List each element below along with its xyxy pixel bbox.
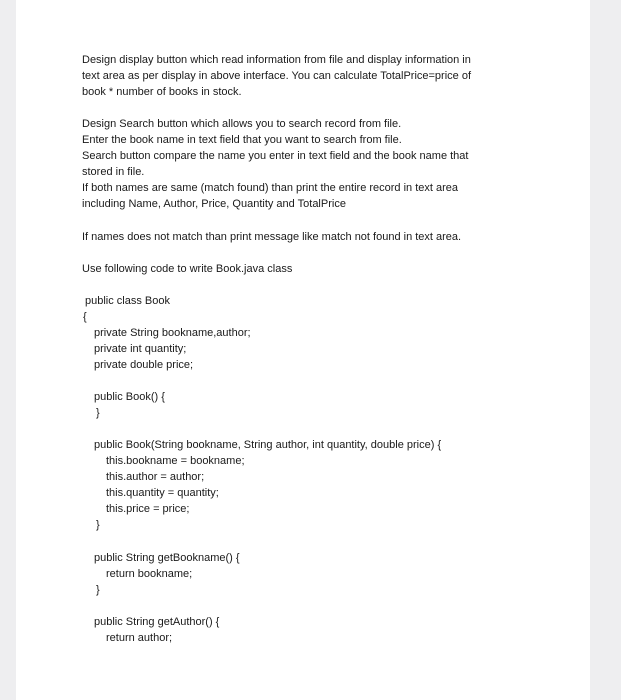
code-line: public class Book (85, 295, 170, 307)
text-line: text area as per display in above interface. You can calculate TotalPrice=price of (82, 70, 472, 82)
code-line: public String getBookname() { (94, 552, 240, 564)
code-line: public Book(String bookname, String author, int quantity, double price) { (94, 439, 442, 451)
text-line: book * number of books in stock. (82, 86, 242, 98)
code-line: return author; (106, 632, 173, 644)
document-page (16, 0, 590, 700)
code-line: this.bookname = bookname; (106, 455, 245, 467)
code-line: this.price = price; (106, 503, 190, 515)
text-line: Enter the book name in text field that you want to search from file. (82, 134, 402, 146)
display-button-instructions (82, 52, 522, 100)
text-line: Use following code to write Book.java class (82, 263, 293, 275)
code-line: private String bookname,author; (94, 327, 251, 339)
code-line: public Book() { (94, 391, 165, 403)
code-line: { (83, 311, 87, 323)
text-line: Design display button which read information from file and display information in (82, 54, 471, 66)
text-line: Design Search button which allows you to search record from file. (82, 118, 402, 130)
text-line: If names does not match than print message like match not found in text area. (82, 231, 462, 243)
text-line: stored in file. (82, 166, 145, 178)
code-line: return bookname; (106, 568, 193, 580)
code-line: private double price; (94, 359, 194, 371)
text-line: including Name, Author, Price, Quantity and TotalPrice (82, 198, 346, 210)
search-button-instructions (82, 116, 522, 212)
code-line: this.quantity = quantity; (106, 487, 219, 499)
code-line: this.author = author; (106, 471, 205, 483)
code-line: private int quantity; (94, 343, 187, 355)
no-match-instructions (82, 229, 522, 245)
code-line: } (96, 519, 100, 531)
code-line: public String getAuthor() { (94, 616, 220, 628)
code-line: } (96, 584, 100, 596)
use-code-instructions (82, 261, 522, 277)
text-line: If both names are same (match found) than print the entire record in text area (82, 182, 459, 194)
text-line: Search button compare the name you enter in text field and the book name that (82, 150, 469, 162)
code-line: } (96, 407, 100, 419)
